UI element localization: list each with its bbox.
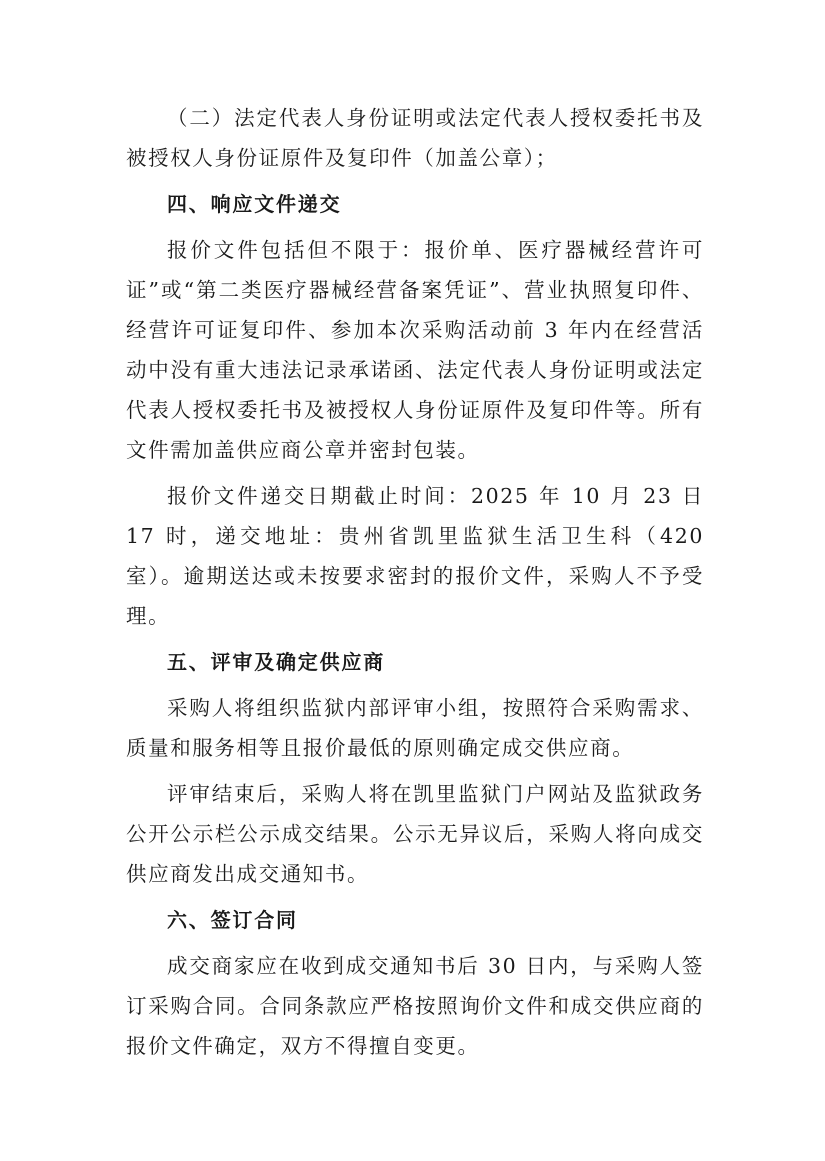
section-heading-contract: 六、签订合同 xyxy=(167,908,298,932)
paragraph-legal-rep-docs: （二）法定代表人身份证明或法定代表人授权委托书及被授权人身份证原件及复印件（加盖公章）； xyxy=(126,106,704,170)
paragraph-contract-signing: 成交商家应在收到成交通知书后 30 日内，与采购人签订采购合同。合同条款应严格按照询价文件和成交供应商的报价文件确定，双方不得擅自变更。 xyxy=(126,954,704,1058)
paragraph-result-publication: 评审结束后，采购人将在凯里监狱门户网站及监狱政务公开公示栏公示成交结果。公示无异议后，采购人将向成交供应商发出成交通知书。 xyxy=(126,782,704,886)
document-body xyxy=(126,98,704,1066)
section-heading-submission: 四、响应文件递交 xyxy=(167,192,342,216)
paragraph-quote-file-contents: 报价文件包括但不限于：报价单、医疗器械经营许可证”或“第二类医疗器械经营备案凭证”、营业执照复印件、经营许可证复印件、参加本次采购活动前 3 年内在经营活动中没有重大违法记录承诺函、法定代表人身份证明或法定代表人授权委托书及被授权人身份证原件及复印件等。所有文件需加盖供应商公章并密封包装。 xyxy=(126,238,704,462)
section-heading-evaluation: 五、评审及确定供应商 xyxy=(167,650,385,674)
paragraph-submission-deadline: 报价文件递交日期截止时间：2025 年 10 月 23 日 17 时，递交地址：贵州省凯里监狱生活卫生科（420 室）。逾期送达或未按要求密封的报价文件，采购人不予受理。 xyxy=(126,484,704,628)
paragraph-evaluation-panel: 采购人将组织监狱内部评审小组，按照符合采购需求、质量和服务相等且报价最低的原则确定成交供应商。 xyxy=(126,696,704,760)
